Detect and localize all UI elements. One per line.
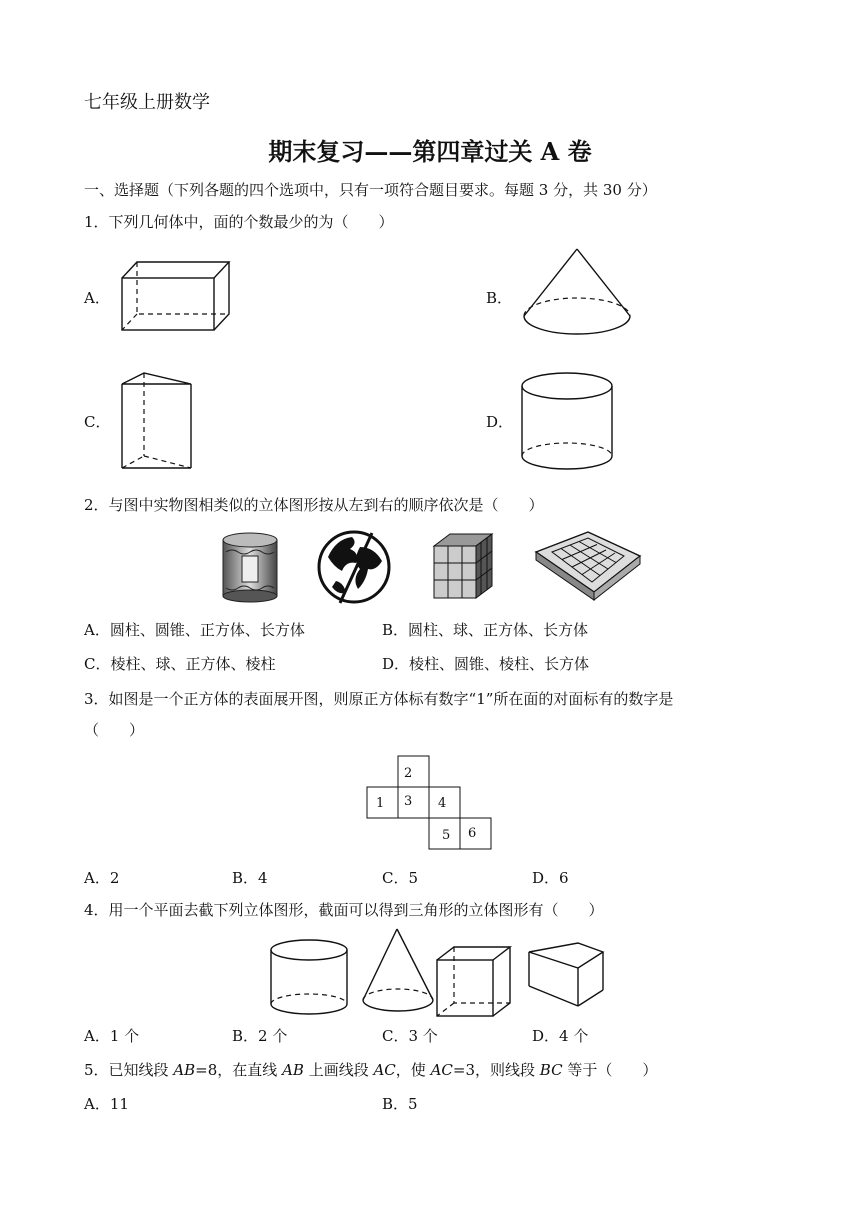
q1-option-c: C． xyxy=(84,413,111,431)
q4-cube-icon xyxy=(434,944,514,1018)
net-face-1: 1 xyxy=(376,796,385,811)
keypad-icon xyxy=(532,530,644,604)
q5-option-a: A．11 xyxy=(84,1095,129,1113)
net-face-4: 4 xyxy=(438,796,447,811)
rubiks-cube-icon xyxy=(430,530,496,604)
q2-option-a: A．圆柱、圆锥、正方体、长方体 xyxy=(84,621,305,639)
q3-option-b: B．4 xyxy=(232,869,268,887)
q4-cylinder-icon xyxy=(268,938,352,1018)
net-face-6: 6 xyxy=(468,826,477,841)
triangular-prism-icon xyxy=(118,370,198,472)
q4-option-d: D．4 个 xyxy=(532,1027,589,1045)
q1-option-b: B． xyxy=(486,289,513,307)
cuboid-icon xyxy=(118,258,234,334)
globe-icon xyxy=(316,527,396,607)
q2-option-b: B．圆柱、球、正方体、长方体 xyxy=(382,621,589,639)
q4-triangular-prism-icon xyxy=(526,940,606,1010)
q4-option-b: B．2 个 xyxy=(232,1027,288,1045)
cylinder-icon xyxy=(518,370,616,474)
q1-option-d: D． xyxy=(486,413,514,431)
net-face-3: 3 xyxy=(404,794,413,809)
q4-cone-icon xyxy=(360,926,438,1018)
q4-stem: 4．用一个平面去截下列立体图形，截面可以得到三角形的立体图形有（ ） xyxy=(84,901,604,919)
q1-option-a: A． xyxy=(84,289,110,307)
q5-stem: 5．已知线段 AB=8，在直线 AB 上画线段 AC，使 AC=3，则线段 BC 等于（ ） xyxy=(84,1061,658,1079)
section-heading: 一、选择题（下列各题的四个选项中，只有一项符合题目要求。每题 3 分，共 30 分） xyxy=(84,181,657,199)
subject-label: 七年级上册数学 xyxy=(84,92,210,113)
page-title: 期末复习——第四章过关 A 卷 xyxy=(268,137,592,166)
q2-option-c: C．棱柱、球、正方体、棱柱 xyxy=(84,655,276,673)
q3-option-c: C．5 xyxy=(382,869,419,887)
q5-option-b: B．5 xyxy=(382,1095,418,1113)
q4-option-a: A．1 个 xyxy=(84,1027,140,1045)
net-face-2: 2 xyxy=(404,766,413,781)
q4-option-c: C．3 个 xyxy=(382,1027,438,1045)
q3-stem-paren: （ ） xyxy=(84,721,145,739)
q1-stem: 1．下列几何体中，面的个数最少的为（ ） xyxy=(84,213,394,231)
tin-can-icon xyxy=(220,530,280,606)
q3-stem: 3．如图是一个正方体的表面展开图，则原正方体标有数字“1”所在面的对面标有的数字是 xyxy=(84,690,674,708)
cone-icon xyxy=(520,246,634,340)
q3-option-d: D．6 xyxy=(532,869,569,887)
net-face-5: 5 xyxy=(442,828,451,843)
q2-option-d: D．棱柱、圆锥、棱柱、长方体 xyxy=(382,655,590,673)
cube-net-diagram xyxy=(366,755,498,853)
q3-option-a: A．2 xyxy=(84,869,120,887)
q2-stem: 2．与图中实物图相类似的立体图形按从左到右的顺序依次是（ ） xyxy=(84,496,544,514)
